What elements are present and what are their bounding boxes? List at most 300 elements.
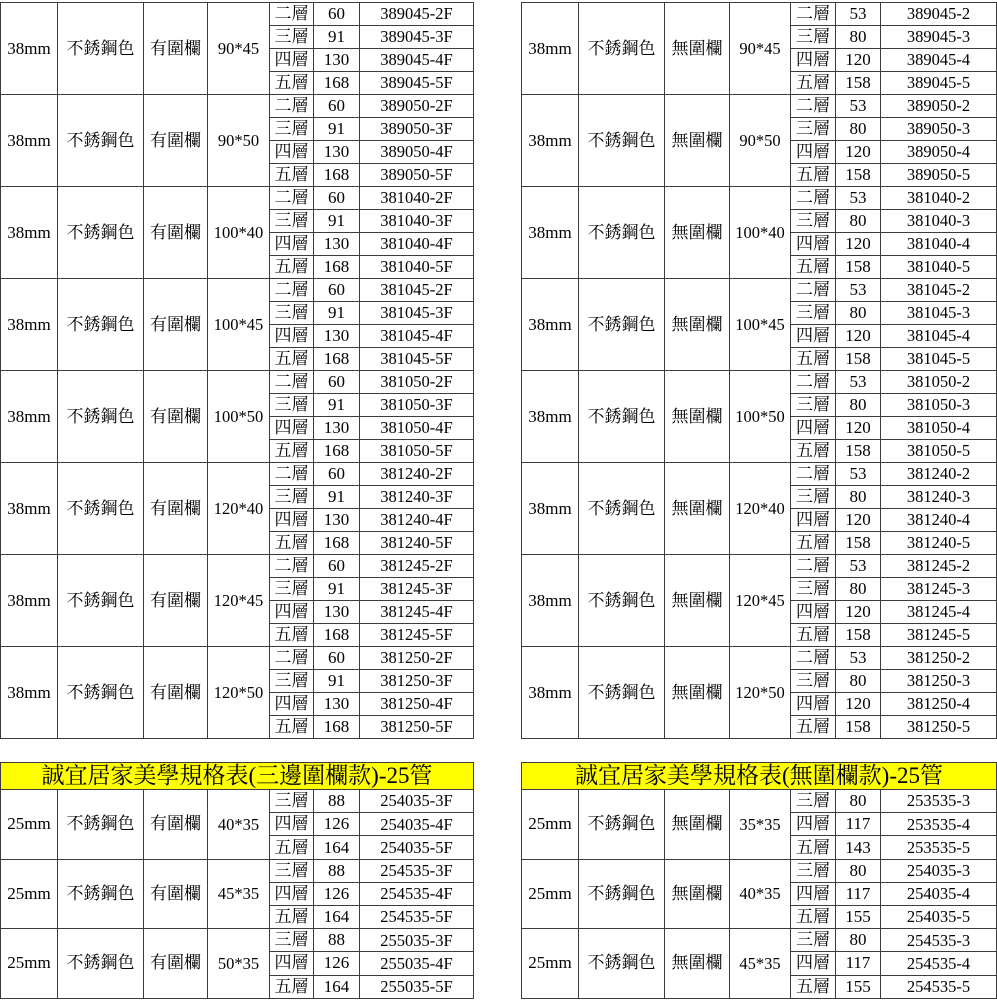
tube-cell: 38mm	[522, 279, 579, 371]
fence-cell: 無圍欄	[665, 647, 730, 739]
code-cell: 381050-5	[881, 440, 997, 463]
qty-cell: 126	[314, 882, 360, 905]
tier-cell: 二層	[270, 555, 314, 578]
table-row	[1, 279, 474, 302]
color-cell: 不銹鋼色	[579, 187, 665, 279]
bottom-left-table-title: 誠宜居家美學規格表(三邊圍欄款)-25管	[0, 762, 474, 789]
fence-cell: 無圍欄	[665, 187, 730, 279]
code-cell: 389050-2F	[360, 95, 474, 118]
qty-cell: 168	[314, 440, 360, 463]
tube-cell: 25mm	[522, 859, 579, 929]
code-cell: 253535-3	[881, 790, 997, 813]
qty-cell: 164	[314, 975, 360, 998]
fence-cell: 無圍欄	[665, 790, 730, 860]
table-row	[522, 647, 997, 670]
qty-cell: 80	[836, 859, 881, 882]
code-cell: 381045-5	[881, 348, 997, 371]
size-cell: 35*35	[730, 790, 791, 860]
color-cell: 不銹鋼色	[58, 371, 144, 463]
tier-cell: 二層	[791, 3, 836, 26]
tier-cell: 五層	[791, 532, 836, 555]
table-row	[1, 929, 474, 952]
fence-cell: 有圍欄	[144, 463, 208, 555]
tier-cell: 五層	[791, 624, 836, 647]
qty-cell: 143	[836, 836, 881, 859]
fence-cell: 無圍欄	[665, 555, 730, 647]
qty-cell: 164	[314, 836, 360, 859]
tube-cell: 38mm	[522, 95, 579, 187]
qty-cell: 120	[836, 141, 881, 164]
table-row	[522, 859, 997, 882]
qty-cell: 60	[314, 187, 360, 210]
code-cell: 381245-3F	[360, 578, 474, 601]
code-cell: 389045-4	[881, 49, 997, 72]
fence-cell: 有圍欄	[144, 929, 208, 999]
code-cell: 254035-3	[881, 859, 997, 882]
code-cell: 254535-3	[881, 929, 997, 952]
code-cell: 389045-3F	[360, 26, 474, 49]
tube-cell: 38mm	[1, 371, 58, 463]
qty-cell: 117	[836, 813, 881, 836]
tier-cell: 三層	[791, 790, 836, 813]
tier-cell: 四層	[270, 882, 314, 905]
tier-cell: 三層	[270, 26, 314, 49]
size-cell: 50*35	[208, 929, 270, 999]
size-cell: 120*45	[208, 555, 270, 647]
code-cell: 381240-4	[881, 509, 997, 532]
color-cell: 不銹鋼色	[58, 790, 144, 860]
qty-cell: 158	[836, 532, 881, 555]
qty-cell: 126	[314, 952, 360, 975]
code-cell: 381240-3	[881, 486, 997, 509]
qty-cell: 60	[314, 95, 360, 118]
size-cell: 40*35	[208, 790, 270, 860]
size-cell: 90*45	[208, 3, 270, 95]
size-cell: 45*35	[730, 929, 791, 999]
table-row	[522, 555, 997, 578]
tier-cell: 二層	[791, 463, 836, 486]
color-cell: 不銹鋼色	[58, 929, 144, 999]
code-cell: 381250-4F	[360, 693, 474, 716]
tier-cell: 五層	[270, 836, 314, 859]
color-cell: 不銹鋼色	[579, 790, 665, 860]
code-cell: 381050-2	[881, 371, 997, 394]
code-cell: 255035-5F	[360, 975, 474, 998]
tier-cell: 二層	[791, 279, 836, 302]
unfenced-spec-column	[521, 2, 997, 999]
size-cell: 90*50	[730, 95, 791, 187]
tier-cell: 五層	[791, 836, 836, 859]
table-row	[1, 463, 474, 486]
code-cell: 381040-2F	[360, 187, 474, 210]
qty-cell: 168	[314, 164, 360, 187]
tier-cell: 四層	[270, 813, 314, 836]
tube-cell: 38mm	[1, 187, 58, 279]
qty-cell: 91	[314, 26, 360, 49]
tier-cell: 五層	[270, 440, 314, 463]
table-row	[1, 95, 474, 118]
tube-cell: 38mm	[1, 279, 58, 371]
size-cell: 90*45	[730, 3, 791, 95]
code-cell: 381040-5	[881, 256, 997, 279]
tier-cell: 三層	[791, 118, 836, 141]
qty-cell: 53	[836, 95, 881, 118]
code-cell: 381250-4	[881, 693, 997, 716]
qty-cell: 88	[314, 929, 360, 952]
qty-cell: 130	[314, 325, 360, 348]
color-cell: 不銹鋼色	[579, 3, 665, 95]
qty-cell: 168	[314, 348, 360, 371]
qty-cell: 91	[314, 486, 360, 509]
tier-cell: 三層	[791, 929, 836, 952]
qty-cell: 158	[836, 716, 881, 739]
qty-cell: 80	[836, 118, 881, 141]
code-cell: 389045-5F	[360, 72, 474, 95]
qty-cell: 60	[314, 3, 360, 26]
tier-cell: 四層	[791, 509, 836, 532]
fence-cell: 無圍欄	[665, 929, 730, 999]
tier-cell: 四層	[270, 952, 314, 975]
size-cell: 90*50	[208, 95, 270, 187]
qty-cell: 91	[314, 394, 360, 417]
qty-cell: 53	[836, 3, 881, 26]
code-cell: 381050-3F	[360, 394, 474, 417]
table-row	[522, 279, 997, 302]
code-cell: 381250-2	[881, 647, 997, 670]
qty-cell: 53	[836, 371, 881, 394]
qty-cell: 120	[836, 49, 881, 72]
code-cell: 381245-5F	[360, 624, 474, 647]
color-cell: 不銹鋼色	[579, 279, 665, 371]
qty-cell: 91	[314, 302, 360, 325]
code-cell: 254035-4	[881, 882, 997, 905]
tier-cell: 三層	[270, 859, 314, 882]
code-cell: 253535-4	[881, 813, 997, 836]
code-cell: 389050-4	[881, 141, 997, 164]
fence-cell: 有圍欄	[144, 790, 208, 860]
tier-cell: 三層	[270, 118, 314, 141]
tube-cell: 25mm	[522, 790, 579, 860]
color-cell: 不銹鋼色	[58, 279, 144, 371]
qty-cell: 53	[836, 647, 881, 670]
tier-cell: 二層	[270, 3, 314, 26]
code-cell: 389050-5F	[360, 164, 474, 187]
tier-cell: 二層	[270, 279, 314, 302]
tier-cell: 五層	[791, 975, 836, 998]
code-cell: 381050-2F	[360, 371, 474, 394]
code-cell: 254035-4F	[360, 813, 474, 836]
code-cell: 381245-3	[881, 578, 997, 601]
qty-cell: 91	[314, 210, 360, 233]
tier-cell: 五層	[270, 532, 314, 555]
qty-cell: 80	[836, 790, 881, 813]
qty-cell: 60	[314, 371, 360, 394]
table-row	[1, 187, 474, 210]
code-cell: 389050-4F	[360, 141, 474, 164]
size-cell: 100*50	[730, 371, 791, 463]
table-row	[522, 790, 997, 813]
tier-cell: 四層	[791, 49, 836, 72]
tier-cell: 二層	[270, 187, 314, 210]
fence-cell: 有圍欄	[144, 187, 208, 279]
code-cell: 381040-4F	[360, 233, 474, 256]
tier-cell: 五層	[270, 72, 314, 95]
code-cell: 381050-5F	[360, 440, 474, 463]
tier-cell: 五層	[791, 348, 836, 371]
code-cell: 389045-5	[881, 72, 997, 95]
code-cell: 254035-5	[881, 905, 997, 928]
fence-cell: 無圍欄	[665, 371, 730, 463]
code-cell: 381250-3	[881, 670, 997, 693]
color-cell: 不銹鋼色	[579, 555, 665, 647]
code-cell: 254035-5F	[360, 836, 474, 859]
size-cell: 120*50	[730, 647, 791, 739]
code-cell: 381050-3	[881, 394, 997, 417]
color-cell: 不銹鋼色	[58, 463, 144, 555]
qty-cell: 117	[836, 882, 881, 905]
table-row	[522, 371, 997, 394]
code-cell: 381040-3	[881, 210, 997, 233]
qty-cell: 53	[836, 187, 881, 210]
tier-cell: 五層	[270, 905, 314, 928]
tube-cell: 38mm	[1, 463, 58, 555]
qty-cell: 80	[836, 929, 881, 952]
code-cell: 389050-3	[881, 118, 997, 141]
tier-cell: 四層	[791, 141, 836, 164]
tier-cell: 五層	[791, 440, 836, 463]
qty-cell: 88	[314, 790, 360, 813]
code-cell: 381240-2	[881, 463, 997, 486]
qty-cell: 130	[314, 509, 360, 532]
code-cell: 389050-2	[881, 95, 997, 118]
qty-cell: 158	[836, 256, 881, 279]
code-cell: 381240-5	[881, 532, 997, 555]
tier-cell: 二層	[270, 95, 314, 118]
tier-cell: 四層	[791, 813, 836, 836]
fence-cell: 無圍欄	[665, 95, 730, 187]
code-cell: 381040-5F	[360, 256, 474, 279]
tube-cell: 38mm	[1, 95, 58, 187]
code-cell: 381045-4F	[360, 325, 474, 348]
fence-cell: 無圍欄	[665, 279, 730, 371]
color-cell: 不銹鋼色	[58, 95, 144, 187]
tier-cell: 四層	[791, 882, 836, 905]
tier-cell: 五層	[270, 624, 314, 647]
table-row	[522, 95, 997, 118]
qty-cell: 130	[314, 49, 360, 72]
qty-cell: 168	[314, 72, 360, 95]
tube-cell: 25mm	[1, 790, 58, 860]
code-cell: 381240-2F	[360, 463, 474, 486]
color-cell: 不銹鋼色	[58, 3, 144, 95]
tier-cell: 二層	[270, 647, 314, 670]
tube-cell: 38mm	[522, 463, 579, 555]
tier-cell: 三層	[791, 578, 836, 601]
code-cell: 381250-5	[881, 716, 997, 739]
code-cell: 381250-5F	[360, 716, 474, 739]
tier-cell: 三層	[270, 394, 314, 417]
size-cell: 100*40	[208, 187, 270, 279]
fence-cell: 有圍欄	[144, 647, 208, 739]
table-row	[522, 3, 997, 26]
tier-cell: 五層	[270, 256, 314, 279]
bottom-right-table-title: 誠宜居家美學規格表(無圍欄款)-25管	[521, 762, 997, 789]
fence-cell: 有圍欄	[144, 371, 208, 463]
code-cell: 253535-5	[881, 836, 997, 859]
qty-cell: 91	[314, 670, 360, 693]
tier-cell: 五層	[791, 905, 836, 928]
tier-cell: 四層	[791, 325, 836, 348]
table-row	[1, 3, 474, 26]
qty-cell: 120	[836, 325, 881, 348]
size-cell: 120*45	[730, 555, 791, 647]
code-cell: 381040-3F	[360, 210, 474, 233]
qty-cell: 80	[836, 210, 881, 233]
code-cell: 381050-4	[881, 417, 997, 440]
tier-cell: 二層	[270, 463, 314, 486]
color-cell: 不銹鋼色	[58, 859, 144, 929]
tube-cell: 25mm	[522, 929, 579, 999]
code-cell: 254035-3F	[360, 790, 474, 813]
qty-cell: 168	[314, 716, 360, 739]
code-cell: 381240-5F	[360, 532, 474, 555]
code-cell: 254535-4	[881, 952, 997, 975]
tier-cell: 四層	[270, 509, 314, 532]
color-cell: 不銹鋼色	[579, 95, 665, 187]
table-row	[1, 859, 474, 882]
code-cell: 381245-5	[881, 624, 997, 647]
tier-cell: 四層	[270, 141, 314, 164]
tube-cell: 38mm	[522, 555, 579, 647]
tube-cell: 38mm	[1, 647, 58, 739]
code-cell: 381245-2	[881, 555, 997, 578]
qty-cell: 120	[836, 509, 881, 532]
color-cell: 不銹鋼色	[58, 555, 144, 647]
qty-cell: 158	[836, 440, 881, 463]
qty-cell: 168	[314, 624, 360, 647]
color-cell: 不銹鋼色	[579, 929, 665, 999]
code-cell: 381045-2	[881, 279, 997, 302]
tier-cell: 五層	[791, 164, 836, 187]
code-cell: 254535-3F	[360, 859, 474, 882]
qty-cell: 130	[314, 417, 360, 440]
color-cell: 不銹鋼色	[579, 859, 665, 929]
fence-cell: 有圍欄	[144, 859, 208, 929]
color-cell: 不銹鋼色	[579, 647, 665, 739]
tier-cell: 四層	[270, 49, 314, 72]
tube-cell: 38mm	[522, 371, 579, 463]
qty-cell: 120	[836, 601, 881, 624]
tier-cell: 五層	[791, 72, 836, 95]
spec-table-25mm-unfenced	[521, 789, 997, 999]
tier-cell: 三層	[791, 26, 836, 49]
code-cell: 381245-4	[881, 601, 997, 624]
qty-cell: 130	[314, 693, 360, 716]
spec-table-38mm-fenced	[0, 2, 474, 739]
code-cell: 381045-5F	[360, 348, 474, 371]
size-cell: 45*35	[208, 859, 270, 929]
tier-cell: 四層	[791, 952, 836, 975]
code-cell: 255035-4F	[360, 952, 474, 975]
table-row	[522, 187, 997, 210]
size-cell: 40*35	[730, 859, 791, 929]
tube-cell: 25mm	[1, 859, 58, 929]
qty-cell: 91	[314, 118, 360, 141]
size-cell: 100*45	[730, 279, 791, 371]
qty-cell: 155	[836, 975, 881, 998]
code-cell: 254535-4F	[360, 882, 474, 905]
qty-cell: 120	[836, 233, 881, 256]
qty-cell: 130	[314, 601, 360, 624]
qty-cell: 120	[836, 417, 881, 440]
tier-cell: 五層	[270, 348, 314, 371]
tier-cell: 三層	[270, 210, 314, 233]
tier-cell: 四層	[270, 325, 314, 348]
tier-cell: 三層	[270, 302, 314, 325]
qty-cell: 164	[314, 905, 360, 928]
fence-cell: 無圍欄	[665, 463, 730, 555]
tube-cell: 38mm	[1, 555, 58, 647]
qty-cell: 158	[836, 72, 881, 95]
qty-cell: 60	[314, 279, 360, 302]
qty-cell: 60	[314, 555, 360, 578]
tier-cell: 四層	[270, 233, 314, 256]
qty-cell: 88	[314, 859, 360, 882]
qty-cell: 158	[836, 164, 881, 187]
color-cell: 不銹鋼色	[579, 371, 665, 463]
qty-cell: 130	[314, 141, 360, 164]
tier-cell: 三層	[791, 859, 836, 882]
tier-cell: 四層	[791, 601, 836, 624]
qty-cell: 120	[836, 693, 881, 716]
fence-cell: 無圍欄	[665, 859, 730, 929]
fence-cell: 無圍欄	[665, 3, 730, 95]
code-cell: 389045-4F	[360, 49, 474, 72]
color-cell: 不銹鋼色	[579, 463, 665, 555]
size-cell: 100*40	[730, 187, 791, 279]
tier-cell: 四層	[270, 601, 314, 624]
code-cell: 381050-4F	[360, 417, 474, 440]
code-cell: 389045-2F	[360, 3, 474, 26]
qty-cell: 80	[836, 302, 881, 325]
tier-cell: 三層	[791, 670, 836, 693]
tier-cell: 三層	[791, 486, 836, 509]
spec-table-38mm-unfenced	[521, 2, 997, 739]
qty-cell: 158	[836, 624, 881, 647]
code-cell: 381040-2	[881, 187, 997, 210]
tier-cell: 二層	[791, 555, 836, 578]
tier-cell: 四層	[791, 233, 836, 256]
tier-cell: 五層	[791, 256, 836, 279]
code-cell: 381045-2F	[360, 279, 474, 302]
qty-cell: 91	[314, 578, 360, 601]
table-row	[1, 371, 474, 394]
tier-cell: 三層	[791, 302, 836, 325]
qty-cell: 130	[314, 233, 360, 256]
fence-cell: 有圍欄	[144, 3, 208, 95]
table-row	[522, 929, 997, 952]
tube-cell: 38mm	[522, 3, 579, 95]
tier-cell: 三層	[270, 578, 314, 601]
code-cell: 381045-3	[881, 302, 997, 325]
tier-cell: 四層	[791, 693, 836, 716]
qty-cell: 60	[314, 463, 360, 486]
fenced-spec-column	[0, 2, 474, 999]
tier-cell: 二層	[791, 647, 836, 670]
tier-cell: 二層	[791, 187, 836, 210]
size-cell: 120*50	[208, 647, 270, 739]
tier-cell: 五層	[791, 716, 836, 739]
